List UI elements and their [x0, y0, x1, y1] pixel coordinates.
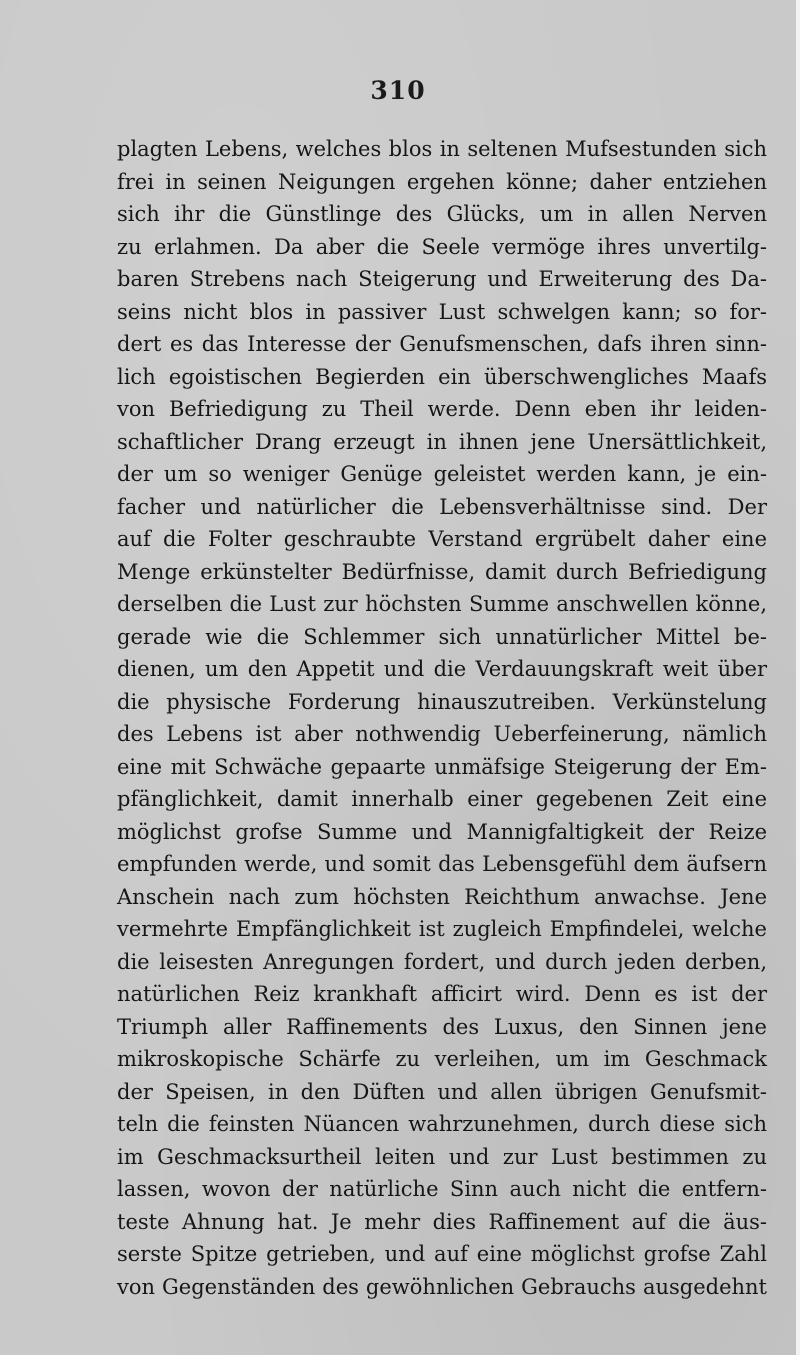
page-number: 310: [370, 76, 426, 105]
text-line: gerade wie die Schlemmer sich unnatürlicher Mittel be-: [117, 624, 767, 649]
text-line: lassen, wovon der natürliche Sinn auch nicht die entfern-: [117, 1177, 767, 1201]
text-line: plagten Lebens, welches blos in seltenen Mufsestunden sich: [117, 137, 767, 161]
text-line: facher und natürlicher die Lebensverhältnisse sind. Der: [117, 494, 767, 519]
text-line: Triumph aller Raffinements des Luxus, den Sinnen jene: [117, 1014, 767, 1039]
text-line: von Befriedigung zu Theil werde. Denn eben ihr leiden-: [117, 397, 767, 421]
text-line: vermehrte Empfänglichkeit ist zugleich Empfindelei, welche: [117, 917, 767, 941]
text-line: empfunden werde, und somit das Lebensgefühl dem äufsern: [117, 852, 767, 876]
text-line: der um so weniger Genüge geleistet werden kann, je ein-: [117, 462, 767, 486]
text-line: der Speisen, in den Düften und allen übrigen Genufsmit-: [117, 1079, 767, 1104]
text-line: baren Strebens nach Steigerung und Erweiterung des Da-: [117, 267, 767, 291]
text-line: auf die Folter geschraubte Verstand ergrübelt daher eine: [117, 527, 767, 551]
text-line: schaftlicher Drang erzeugt in ihnen jene Unersättlichkeit,: [117, 429, 767, 454]
text-line: die physische Forderung hinauszutreiben. Verkünstelung: [117, 689, 767, 714]
text-line: des Lebens ist aber nothwendig Ueberfeinerung, nämlich: [117, 722, 767, 746]
page-edge: [796, 0, 800, 1355]
text-line: dienen, um den Appetit und die Verdauungskraft weit über: [117, 657, 767, 681]
text-line: eine mit Schwäche gepaarte unmäfsige Steigerung der Em-: [117, 754, 767, 779]
text-line: teste Ahnung hat. Je mehr dies Raffinement auf die äus-: [117, 1209, 767, 1234]
text-line: Anschein nach zum höchsten Reichthum anwachse. Jene: [117, 884, 767, 909]
text-line: sich ihr die Günstlinge des Glücks, um in allen Nerven: [117, 202, 767, 226]
text-line: möglichst grofse Summe und Mannigfaltigkeit der Reize: [117, 819, 767, 844]
text-line: natürlichen Reiz krankhaft afficirt wird. Denn es ist der: [117, 982, 767, 1006]
text-line: teln die feinsten Nüancen wahrzunehmen, durch diese sich: [117, 1112, 767, 1136]
text-line: derselben die Lust zur höchsten Summe anschwellen könne,: [117, 592, 767, 616]
text-line: pfänglichkeit, damit innerhalb einer gegebenen Zeit eine: [117, 787, 767, 811]
text-line: von Gegenständen des gewöhnlichen Gebrauchs ausgedehnt: [117, 1274, 767, 1299]
body-text: [117, 133, 767, 1303]
text-line: lich egoistischen Begierden ein überschwengliches Maafs: [117, 364, 767, 389]
text-line: dert es das Interesse der Genufsmenschen, dafs ihren sinn-: [117, 332, 767, 356]
text-line: serste Spitze getrieben, und auf eine möglichst grofse Zahl: [117, 1242, 767, 1266]
text-line: mikroskopische Schärfe zu verleihen, um im Geschmack: [117, 1047, 767, 1071]
text-line: frei in seinen Neigungen ergehen könne; daher entziehen: [117, 169, 767, 194]
text-line: die leisesten Anregungen fordert, und durch jeden derben,: [117, 949, 767, 974]
text-line: Menge erkünstelter Bedürfnisse, damit durch Befriedigung: [117, 559, 767, 584]
text-line: im Geschmacksurtheil leiten und zur Lust bestimmen zu: [117, 1144, 767, 1169]
text-line: zu erlahmen. Da aber die Seele vermöge ihres unvertilg-: [117, 234, 767, 259]
text-line: seins nicht blos in passiver Lust schwelgen kann; so for-: [117, 299, 767, 324]
